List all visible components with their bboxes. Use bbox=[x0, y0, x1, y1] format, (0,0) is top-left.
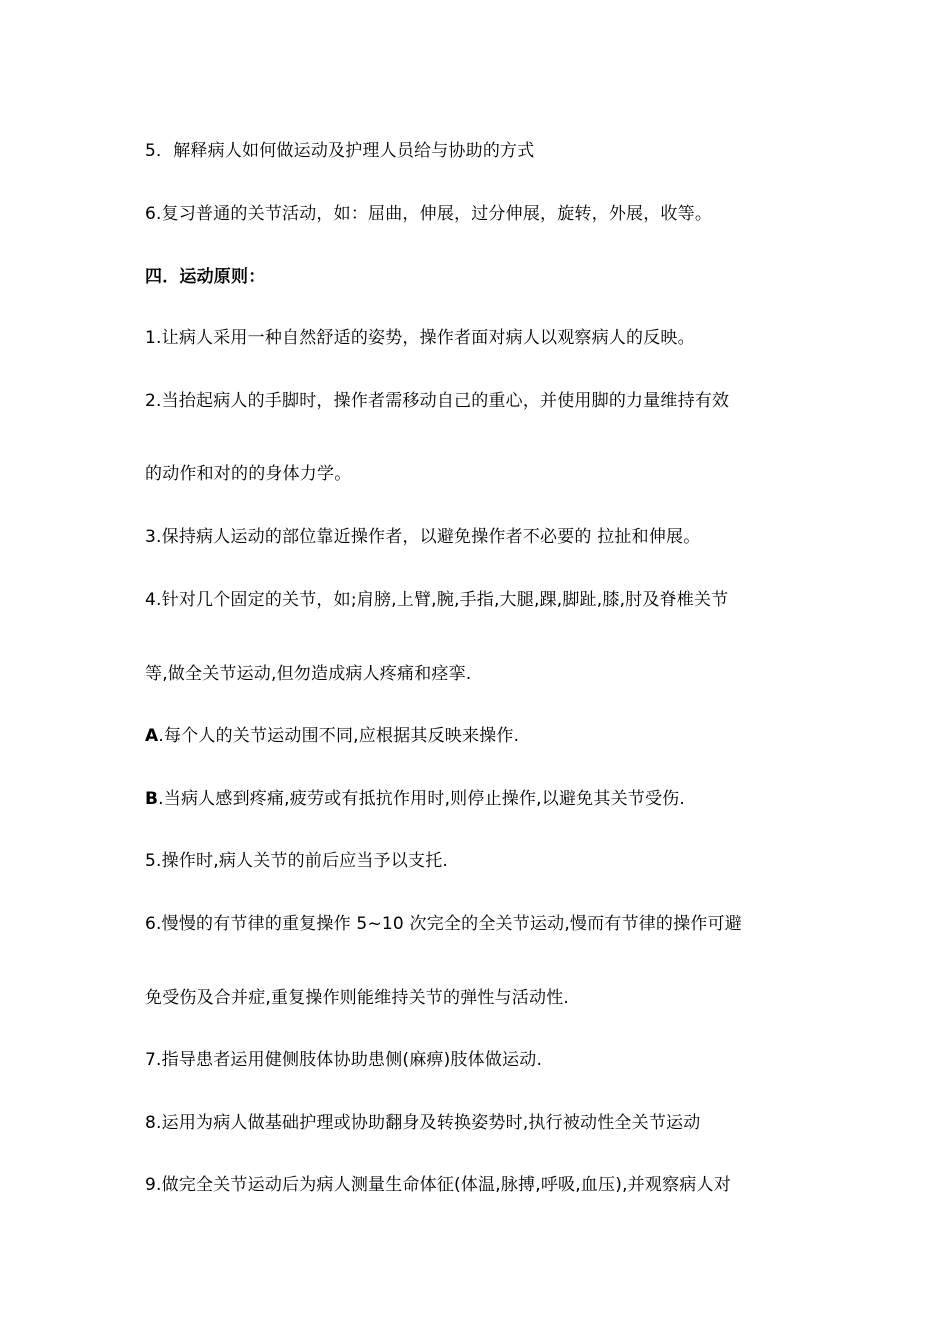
principle-8: 8.运用为病人做基础护理或协助翻身及转换姿势时,执行被动性全关节运动 bbox=[145, 1113, 701, 1133]
principle-6-line-1: 6.慢慢的有节律的重复操作 5~10 次完全的全关节运动,慢而有节律的操作可避 bbox=[145, 914, 742, 934]
sub-marker-b: B bbox=[145, 789, 159, 809]
principle-9-line-1: 9.做完全关节运动后为病人测量生命体征(体温,脉搏,呼吸,血压),并观察病人对 bbox=[145, 1175, 731, 1195]
sub-marker-a: A bbox=[145, 726, 159, 746]
principle-2-line-1: 2.当抬起病人的手脚时，操作者需移动自己的重心，并使用脚的力量维持有效 bbox=[145, 391, 730, 411]
sub-b-text: .当病人感到疼痛,疲劳或有抵抗作用时,则停止操作,以避免其关节受伤. bbox=[158, 789, 685, 809]
section-heading-exercise-principles: 四．运动原则： bbox=[145, 267, 266, 287]
principle-1: 1.让病人采用一种自然舒适的姿势，操作者面对病人以观察病人的反映。 bbox=[145, 328, 695, 348]
principle-4-sub-a bbox=[145, 724, 825, 748]
principle-2-line-2: 的动作和对的的身体力学。 bbox=[145, 464, 352, 484]
principle-4-line-1: 4.针对几个固定的关节，如;肩膀,上臂,腕,手指,大腿,踝,脚趾,膝,肘及脊椎关节 bbox=[145, 590, 729, 610]
principle-4-sub-b bbox=[145, 787, 825, 811]
paragraph-line-5-explain: 5．解释病人如何做运动及护理人员给与协助的方式 bbox=[145, 141, 535, 161]
principle-3: 3.保持病人运动的部位靠近操作者，以避免操作者不必要的 拉扯和伸展。 bbox=[145, 527, 701, 547]
sub-a-text: .每个人的关节运动围不同,应根据其反映来操作. bbox=[158, 726, 520, 746]
principle-4-line-2: 等,做全关节运动,但勿造成病人疼痛和痉挛. bbox=[145, 664, 472, 684]
principle-5: 5.操作时,病人关节的前后应当予以支托. bbox=[145, 851, 449, 871]
paragraph-line-6-review: 6.复习普通的关节活动，如：屈曲，伸展，过分伸展，旋转，外展，收等。 bbox=[145, 204, 713, 224]
principle-7: 7.指导患者运用健侧肢体协助患侧(麻痹)肢体做运动. bbox=[145, 1050, 543, 1070]
principle-6-line-2: 免受伤及合并症,重复操作则能维持关节的弹性与活动性. bbox=[145, 988, 570, 1008]
